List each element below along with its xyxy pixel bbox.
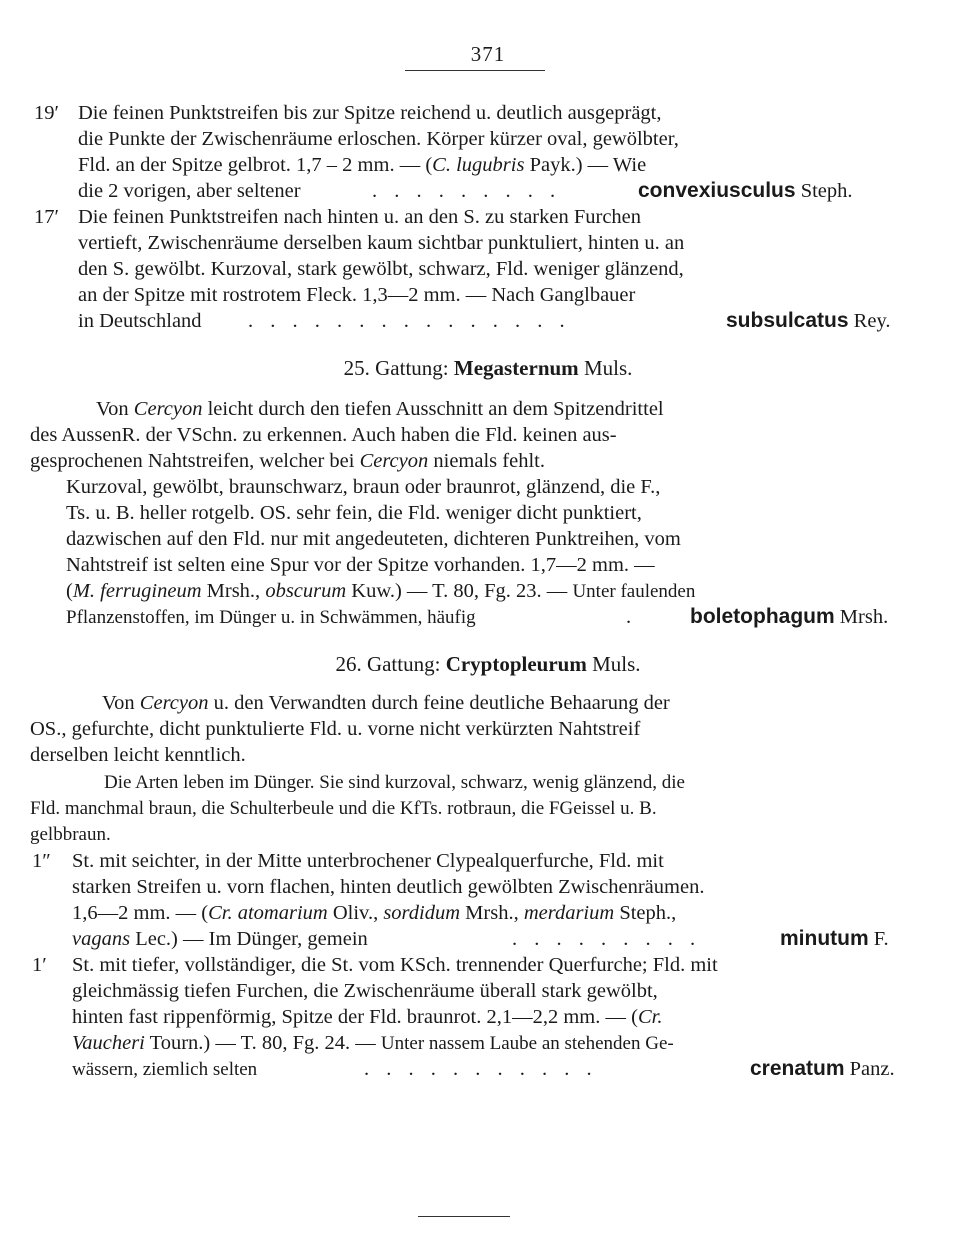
habitat-text: Unter faulenden xyxy=(572,581,696,602)
text-line xyxy=(66,578,695,605)
text-run: 1,6—2 mm. — ( xyxy=(72,902,209,924)
species-author: Panz. xyxy=(844,1058,895,1080)
text-line: derselben leicht kenntlich. xyxy=(30,744,246,766)
species-synonym: Cr. xyxy=(637,1006,663,1028)
text-line: gelbbraun. xyxy=(30,824,111,845)
species-author: Rey. xyxy=(848,310,891,332)
text-line xyxy=(72,1030,674,1057)
genus-author: Muls. xyxy=(578,356,633,380)
leader-dots: . . . . . . . . . . . xyxy=(364,1058,598,1080)
text-line: vertieft, Zwischenräume derselben kaum sichtbar punktuliert, hinten u. an xyxy=(78,232,685,254)
species-synonym: M. ferrugineum xyxy=(72,580,202,602)
text-line: Fld. manchmal braun, die Schulterbeule und die KfTs. rotbraun, die FGeissel u. B. xyxy=(30,798,657,819)
text-run: Fld. an der Spitze gelbrot. 1,7 – 2 mm. — ( xyxy=(78,154,433,176)
text-line: Die feinen Punktstreifen nach hinten u. an den S. zu starken Furchen xyxy=(78,206,642,228)
text-run: Mrsh., xyxy=(201,580,266,602)
text-line: Die feinen Punktstreifen bis zur Spitze reichend u. deutlich ausgeprägt, xyxy=(78,102,662,124)
text-line: die Punkte der Zwischenräume erloschen. Körper kürzer oval, gewölbter, xyxy=(78,128,679,150)
text-line xyxy=(72,1056,598,1083)
heading-prefix: 26. Gattung: xyxy=(335,652,446,676)
genus-author: Muls. xyxy=(586,652,641,676)
leader-dots: . . . . . . . . . xyxy=(512,928,702,950)
text-line xyxy=(66,604,638,631)
header-rule xyxy=(405,70,545,71)
text-run: Von xyxy=(96,398,134,420)
genus-name: Cryptopleurum xyxy=(445,652,587,676)
couplet-number: 17′ xyxy=(34,206,59,228)
text-line xyxy=(638,178,853,204)
text-line: Die Arten leben im Dünger. Sie sind kurzoval, schwarz, wenig glänzend, die xyxy=(104,772,685,793)
text-line xyxy=(102,690,670,716)
habitat-text: Unter nassem Laube an stehenden Ge- xyxy=(380,1033,674,1054)
text-line: St. mit seichter, in der Mitte unterbrochener Clypealquerfurche, Fld. mit xyxy=(72,850,664,872)
text-line: St. mit tiefer, vollständiger, die St. vom KSch. trennender Querfurche; Fld. mit xyxy=(72,954,718,976)
text-run: niemals fehlt. xyxy=(428,450,545,472)
leader-dots: . . . . . . . . . . . . . . . xyxy=(248,310,571,332)
text-line xyxy=(78,178,562,204)
species-synonym: C. lugubris xyxy=(432,154,525,176)
genus-name: Megasternum xyxy=(453,356,579,380)
couplet-number: 1′ xyxy=(32,954,47,976)
species-synonym: Cr. atomarium xyxy=(208,902,328,924)
text-line xyxy=(750,1056,895,1082)
text-line xyxy=(780,926,889,952)
text-line: an der Spitze mit rostrotem Fleck. 1,3—2 mm. — Nach Ganglbauer xyxy=(78,284,636,306)
genus-reference: Cercyon xyxy=(139,692,209,714)
genus-reference: Cercyon xyxy=(359,450,429,472)
species-name: subsulcatus xyxy=(726,309,849,332)
species-name: crenatum xyxy=(750,1057,845,1080)
text-line xyxy=(690,604,888,630)
species-synonym: obscurum xyxy=(265,580,347,602)
species-name: minutum xyxy=(780,927,869,950)
footer-rule xyxy=(418,1216,510,1217)
leader-dots: . xyxy=(626,606,638,628)
section-heading xyxy=(0,354,976,382)
text-line xyxy=(96,396,664,422)
text-line: Kurzoval, gewölbt, braunschwarz, braun oder braunrot, glänzend, die F., xyxy=(66,476,661,498)
text-line xyxy=(72,926,702,952)
text-run: hinten fast rippenförmig, Spitze der Fld. braunrot. 2,1—2,2 mm. — ( xyxy=(72,1006,638,1028)
species-synonym: Vaucheri xyxy=(72,1032,145,1054)
species-name: boletophagum xyxy=(690,605,835,628)
text-line: den S. gewölbt. Kurzoval, stark gewölbt, schwarz, Fld. weniger glänzend, xyxy=(78,258,684,280)
text-run: Payk.) — Wie xyxy=(524,154,647,176)
species-synonym: merdarium xyxy=(523,902,615,924)
species-synonym: sordidum xyxy=(383,902,461,924)
text-line: Ts. u. B. heller rotgelb. OS. sehr fein, die Fld. weniger dicht punktiert, xyxy=(66,502,642,524)
text-line xyxy=(30,448,545,474)
text-line: starken Streifen u. vorn flachen, hinten deutlich gewölbten Zwischenräumen. xyxy=(72,876,705,898)
section-heading xyxy=(0,650,976,678)
couplet-number: 1″ xyxy=(32,850,51,872)
species-author: Mrsh. xyxy=(834,606,889,628)
text-run: Kuw.) — T. 80, Fg. 23. — xyxy=(346,580,573,602)
text-run: ( xyxy=(66,580,73,602)
text-line: dazwischen auf den Fld. nur mit angedeuteten, dichteren Punktreihen, vom xyxy=(66,528,681,550)
text-line xyxy=(78,308,571,334)
page-number: 371 xyxy=(470,42,506,66)
text-line: Nahtstreif ist selten eine Spur vor der Spitze vorhanden. 1,7—2 mm. — xyxy=(66,554,655,576)
text-run: Von xyxy=(102,692,140,714)
text-line xyxy=(726,308,891,334)
leader-dots: . . . . . . . . . xyxy=(372,180,562,202)
text-run: in Deutschland xyxy=(78,310,202,332)
habitat-text: Pflanzenstoffen, im Dünger u. in Schwämmen, häufig xyxy=(66,607,476,628)
text-run: Oliv., xyxy=(327,902,384,924)
species-author: F. xyxy=(868,928,889,950)
text-run: Tourn.) — T. 80, Fg. 24. — xyxy=(144,1032,381,1054)
text-line xyxy=(78,152,646,178)
text-run: Steph., xyxy=(614,902,677,924)
couplet-number: 19′ xyxy=(34,102,59,124)
species-synonym: vagans xyxy=(72,928,131,950)
species-author: Steph. xyxy=(795,180,853,202)
text-run: Mrsh., xyxy=(460,902,524,924)
habitat-text: wässern, ziemlich selten xyxy=(72,1059,258,1080)
text-run: die 2 vorigen, aber seltener xyxy=(78,180,301,202)
text-run: u. den Verwandten durch feine deutliche Behaarung der xyxy=(208,692,670,714)
species-name: convexiusculus xyxy=(638,179,796,202)
text-run: leicht durch den tiefen Ausschnitt an dem Spitzendrittel xyxy=(202,398,664,420)
text-line xyxy=(72,900,676,926)
genus-reference: Cercyon xyxy=(133,398,203,420)
text-line: des AussenR. der VSchn. zu erkennen. Auch haben die Fld. keinen aus- xyxy=(30,424,617,446)
text-run: gesprochenen Nahtstreifen, welcher bei xyxy=(30,450,360,472)
text-run: Lec.) — Im Dünger, gemein xyxy=(130,928,368,950)
text-line: gleichmässig tiefen Furchen, die Zwischenräume überall stark gewölbt, xyxy=(72,980,658,1002)
heading-prefix: 25. Gattung: xyxy=(343,356,454,380)
text-line xyxy=(72,1004,662,1030)
text-line: OS., gefurchte, dicht punktulierte Fld. u. vorne nicht verkürzten Nahtstreif xyxy=(30,718,641,740)
